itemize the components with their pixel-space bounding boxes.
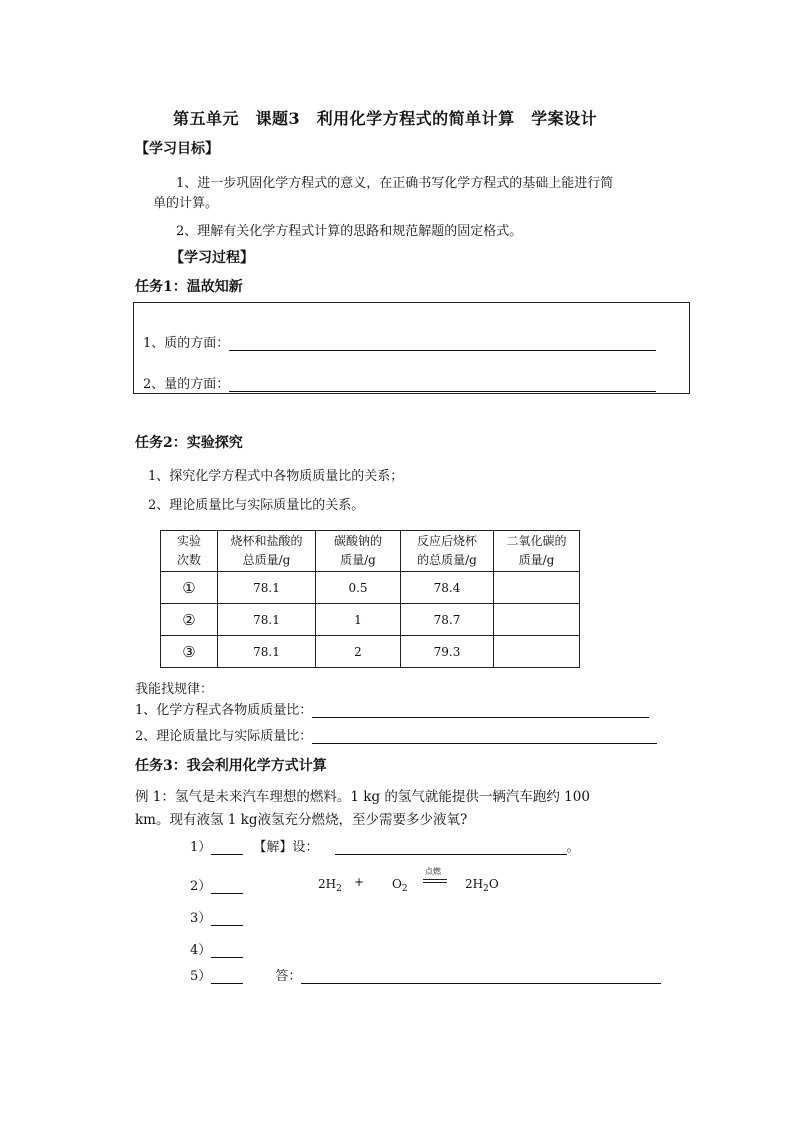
goal-2: 2、理解有关化学方程式计算的思路和规范解题的固定格式。	[176, 224, 523, 239]
rule-2-row	[135, 725, 657, 744]
example-line-2: km。现有液氢 1 kg液氢充分燃烧，至少需要多少液氧?	[135, 812, 468, 828]
reaction-arrow-line-2	[423, 882, 447, 883]
task2-point-2: 2、理论质量比与实际质量比的关系。	[148, 498, 365, 513]
task2-point-1: 1、探究化学方程式中各物质质量比的关系；	[148, 469, 404, 484]
cell-trial: ①	[161, 572, 218, 604]
cell-co2[interactable]	[494, 604, 580, 636]
step-1-row	[190, 836, 580, 855]
task3-heading: 任务3：我会利用化学方式计算	[135, 758, 327, 774]
process-heading: 【学习过程】	[170, 250, 254, 266]
quantity-label: 2、量的方面：	[143, 377, 230, 392]
rule-2-label: 2、理论质量比与实际质量比：	[135, 729, 313, 744]
step-4-row	[190, 939, 243, 958]
quality-blank[interactable]	[229, 336, 656, 351]
cell-na2co3: 1	[316, 604, 401, 636]
goal-1-line-2: 单的计算。	[153, 196, 219, 211]
rule-2-blank[interactable]	[312, 729, 657, 744]
rule-1-blank[interactable]	[312, 703, 649, 718]
cell-na2co3: 0.5	[316, 572, 401, 604]
page-title: 第五单元 课题3 利用化学方程式的简单计算 学案设计	[173, 109, 598, 128]
cell-trial: ③	[161, 636, 218, 668]
step-5-row	[190, 965, 661, 984]
header-trial: 实验 次数	[161, 531, 218, 572]
table-row	[161, 572, 580, 604]
reactant-h2: $2H_2$	[318, 877, 342, 894]
step-3-number: 3）	[190, 911, 212, 926]
quality-label: 1、质的方面：	[143, 336, 230, 351]
cell-after: 79.3	[401, 636, 494, 668]
goal-1-line-1: 1、进一步巩固化学方程式的意义，在正确书写化学方程式的基础上能进行简	[176, 176, 614, 191]
reaction-arrow-line-1	[423, 879, 447, 880]
step-3-row	[190, 907, 243, 926]
task2-heading: 任务2：实验探究	[135, 435, 243, 451]
goals-heading: 【学习目标】	[135, 141, 219, 157]
cell-beaker-acid: 78.1	[218, 604, 316, 636]
header-beaker-acid-mass: 烧杯和盐酸的 总质量/g	[218, 531, 316, 572]
table-header-row	[161, 531, 580, 572]
reactant-o2: $O_2$	[392, 877, 408, 894]
step-1-blank[interactable]	[211, 840, 243, 855]
cell-na2co3: 2	[316, 636, 401, 668]
cell-co2[interactable]	[494, 572, 580, 604]
experiment-table	[160, 530, 580, 668]
plus-sign: +	[354, 875, 365, 889]
header-after-reaction-mass: 反应后烧杯 的总质量/g	[401, 531, 494, 572]
step-4-blank[interactable]	[211, 943, 243, 958]
task1-row-quality	[143, 332, 656, 351]
condition-ignite: 点燃	[425, 867, 441, 876]
answer-blank[interactable]	[301, 969, 661, 984]
rule-heading: 我能找规律：	[135, 682, 214, 697]
answer-label: 答：	[275, 969, 302, 984]
example-line-1: 例 1：氢气是未来汽车理想的燃料。1 kg 的氢气就能提供一辆汽车跑约 100	[135, 789, 590, 805]
cell-beaker-acid: 78.1	[218, 636, 316, 668]
solution-label: 【解】设：	[253, 840, 319, 855]
step-5-blank[interactable]	[211, 969, 243, 984]
table-row	[161, 636, 580, 668]
header-sodium-carbonate-mass: 碳酸钠的 质量/g	[316, 531, 401, 572]
cell-after: 78.7	[401, 604, 494, 636]
table-row	[161, 604, 580, 636]
step-4-number: 4）	[190, 943, 212, 958]
step-1-number: 1）	[190, 840, 212, 855]
step-2-number: 2）	[190, 879, 212, 894]
rule-1-label: 1、化学方程式各物质质量比：	[135, 703, 313, 718]
task1-row-quantity	[143, 373, 656, 392]
step-5-number: 5）	[190, 969, 212, 984]
cell-trial: ②	[161, 604, 218, 636]
setup-period: 。	[566, 840, 580, 855]
product-h2o: $2H_2O$	[465, 877, 499, 894]
rule-1-row	[135, 699, 649, 718]
task1-heading: 任务1：温故知新	[135, 279, 243, 295]
step-3-blank[interactable]	[211, 911, 243, 926]
step-2-row	[190, 875, 243, 894]
cell-after: 78.4	[401, 572, 494, 604]
step-2-blank[interactable]	[211, 879, 243, 894]
solution-setup-blank[interactable]	[335, 840, 567, 855]
header-co2-mass: 二氧化碳的 质量/g	[494, 531, 580, 572]
cell-beaker-acid: 78.1	[218, 572, 316, 604]
cell-co2[interactable]	[494, 636, 580, 668]
quantity-blank[interactable]	[229, 377, 656, 392]
